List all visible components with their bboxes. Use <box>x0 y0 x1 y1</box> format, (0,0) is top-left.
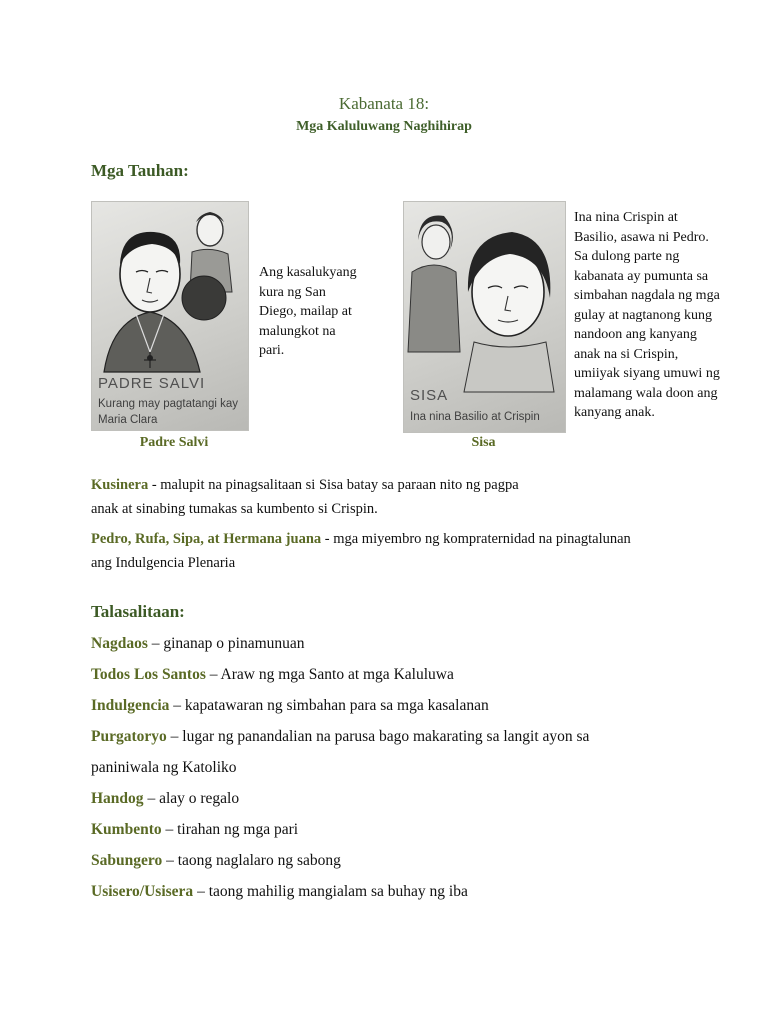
vocab-def: – kapatawaran ng simbahan para sa mga kasalanan <box>169 697 489 714</box>
description-line: malungkot na <box>259 323 336 339</box>
padre-salvi-image-sub-1: Kurang may pagtatangi kay <box>98 398 239 410</box>
members-desc-line-2: ang Indulgencia Plenaria <box>91 555 236 571</box>
list-item <box>91 787 731 811</box>
list-item <box>91 663 731 687</box>
description-line: Diego, mailap at <box>259 304 352 319</box>
description-line: malamang wala doon ang <box>574 385 718 401</box>
description-line: kura ng San <box>259 284 326 300</box>
vocabulary-list <box>91 632 731 911</box>
padre-salvi-caption: Padre Salvi <box>139 435 209 450</box>
members-term: Pedro, Rufa, Sipa, at Hermana juana <box>91 531 322 547</box>
vocab-term: Kumbento <box>91 821 162 838</box>
description-line: Ina nina Crispin at <box>574 210 678 225</box>
tauhan-heading: Mga Tauhan: <box>91 161 189 180</box>
description-line: Basilio, asawa ni Pedro. <box>574 229 709 245</box>
list-item <box>91 725 731 780</box>
sisa-image-sub-1: Ina nina Basilio at Crispin <box>410 411 540 423</box>
vocab-def: – taong mahilig mangialam sa buhay ng iba <box>193 883 468 900</box>
talasalitaan-heading: Talasalitaan: <box>91 602 185 621</box>
vocab-term: Nagdaos <box>91 635 148 652</box>
vocab-def-cont: paniniwala ng Katoliko <box>91 759 237 776</box>
kusinera-desc-line-2: anak at sinabing tumakas sa kumbento si Crispin. <box>91 501 378 517</box>
padre-salvi-description <box>259 263 379 361</box>
kusinera-desc-line-1: - malupit na pinagsalitaan si Sisa batay sa paraan nito ng pagpa <box>148 477 519 493</box>
sisa-caption: Sisa <box>471 435 496 450</box>
padre-salvi-image-sub-2: Maria Clara <box>98 414 158 426</box>
description-line: Ang kasalukyang <box>259 265 357 280</box>
vocab-def: – lugar ng panandalian na parusa bago makarating sa langit ayon sa <box>166 728 590 745</box>
padre-salvi-image <box>91 201 249 431</box>
description-line: kanyang anak. <box>574 405 655 420</box>
vocab-term: Handog <box>91 790 144 807</box>
sisa-image-title: SISA <box>410 387 449 404</box>
vocab-def: – Araw ng mga Santo at mga Kaluluwa <box>205 666 454 683</box>
vocab-term: Usisero/Usisera <box>91 883 194 900</box>
description-line: Sa dulong parte ng <box>574 249 680 264</box>
description-line: simbahan nagdala ng mga <box>574 288 720 303</box>
padre-salvi-image-title: PADRE SALVI <box>98 375 206 392</box>
chapter-title: Kabanata 18: <box>338 94 430 113</box>
sisa-description <box>574 208 744 423</box>
description-line: nandoon ang kanyang <box>574 327 697 342</box>
description-line: gulay at nagtanong kung <box>574 307 713 323</box>
kusinera-term: Kusinera <box>91 477 149 493</box>
description-line: umiiyak siyang umuwi ng <box>574 366 720 381</box>
vocab-term: Indulgencia <box>91 697 170 714</box>
chapter-subtitle: Mga Kaluluwang Naghihirap <box>296 119 472 134</box>
vocab-term: Todos Los Santos <box>91 666 206 683</box>
list-item <box>91 694 731 718</box>
description-line: anak na si Crispin, <box>574 346 679 362</box>
list-item <box>91 880 731 904</box>
sisa-image <box>403 201 566 433</box>
vocab-def: – alay o regalo <box>143 790 240 807</box>
vocab-term: Purgatoryo <box>91 728 167 745</box>
list-item <box>91 849 731 873</box>
list-item <box>91 632 731 656</box>
kusinera-entry <box>91 473 731 521</box>
members-entry <box>91 527 731 575</box>
vocab-def: – ginanap o pinamunuan <box>147 635 305 652</box>
description-line: kabanata ay pumunta sa <box>574 268 709 284</box>
vocab-def: – taong naglalaro ng sabong <box>162 852 341 869</box>
list-item <box>91 818 731 842</box>
members-desc-line-1: - mga miyembro ng kompraternidad na pinagtalunan <box>321 531 631 547</box>
vocab-def: – tirahan ng mga pari <box>161 821 299 838</box>
vocab-term: Sabungero <box>91 852 163 869</box>
description-line: pari. <box>259 343 285 358</box>
